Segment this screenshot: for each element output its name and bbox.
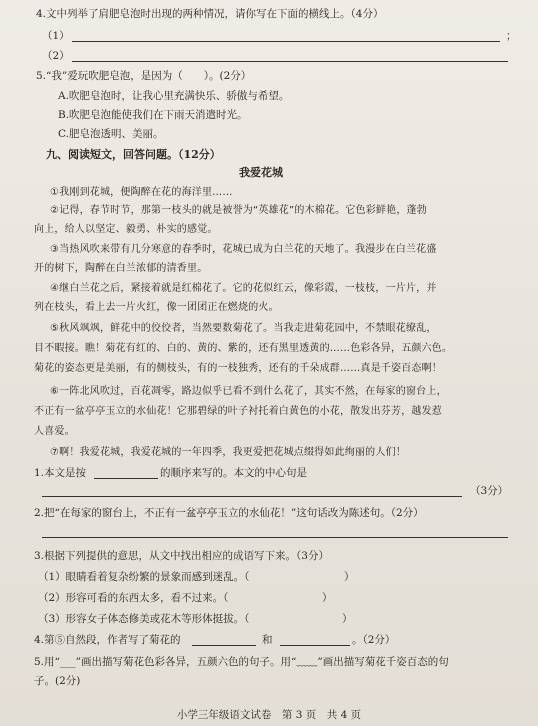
paragraph-2-line-1: ②记得，春节时节，那第一枝头的就是被誉为“英雄花”的木棉花。它色彩鲜艳，蓬勃	[50, 205, 427, 216]
question-1-score: （3分）	[470, 485, 509, 497]
answer-line[interactable]	[94, 478, 158, 479]
question-3-item-2-close: ）	[322, 592, 333, 604]
question-4-b: 和	[262, 634, 273, 646]
paragraph-5-line-2: 目不暇接。瞧！菊花有红的、白的、黄的、紫的，还有黑里透黄的……色彩各异，五颜六色。	[34, 343, 453, 354]
section-heading: 九、阅读短文，回答问题。（12分）	[46, 148, 221, 161]
question-4-c: 。（2分）	[352, 634, 396, 646]
page-footer: 小学三年级语文试卷 第 3 页 共 4 页	[176, 709, 362, 721]
q4-blank2-label: （2）	[42, 50, 70, 62]
article-title: 我爱花城	[239, 166, 283, 179]
question-3-item-3-close: ）	[342, 613, 353, 625]
paragraph-4-line-2: 列在枝头，看上去一片火红，像一团团正在燃烧的火。	[34, 302, 279, 313]
paragraph-5-line-3: 菊花的姿态更是美丽，有的侧枝头，有的一枝独秀，还有的千朵成群……真是千姿百态啊！	[34, 363, 442, 374]
q4-stem: 4.文中列举了肩肥皂泡时出现的两种情况，请你写在下面的横线上。（4分）	[36, 8, 384, 20]
answer-line[interactable]	[42, 537, 508, 538]
paragraph-3-line-2: 开的树下，陶醉在白兰浓郁的清香里。	[34, 263, 208, 274]
answer-line[interactable]	[42, 496, 462, 497]
q5-stem: 5.“我”爱玩吹肥皂泡，是因为（ ）。(2分）	[36, 70, 252, 82]
question-1-a: 1.本文是按	[34, 467, 87, 479]
paragraph-3-line-1: ③当热风吹来带有几分寒意的春季时，花城已成为白兰花的天地了。我漫步在白兰花盛	[50, 244, 437, 255]
q5-option-a: A.吹肥皂泡时，让我心里充满快乐、骄傲与希望。	[58, 90, 290, 102]
question-2: 2.把“在每家的窗台上，不正有一盆亭亭玉立的水仙花！”这句话改为陈述句。（2分）	[34, 507, 424, 519]
paragraph-5-line-1: ⑤秋风飒飒，鲜花中的佼佼者，当然要数菊花了。当我走进菊花园中，不禁眼花缭乱，	[50, 323, 437, 334]
paragraph-6-line-2: 不正有一盆亭亭玉立的水仙花！它那碧绿的叶子衬托着白黄色的小花，散发出芬芳，越发惹	[34, 406, 442, 417]
q4-blank1-label: （1）	[42, 30, 70, 42]
q5-option-c: C.肥皂泡透明、美丽。	[58, 128, 164, 140]
question-3-item-1: （1）眼睛看着复杂纷繁的景象而感到迷乱。（	[38, 571, 250, 583]
paragraph-1: ①我刚到花城，便陶醉在花的海洋里……	[50, 187, 233, 198]
answer-line[interactable]	[192, 645, 256, 646]
question-3-item-2: （2）形容可看的东西太多，看不过来。（	[38, 592, 229, 604]
answer-line[interactable]	[280, 645, 350, 646]
paragraph-4-line-1: ④继白兰花之后，紧接着就是红棉花了。它的花似红云，像彩霞，一枝枝，一片片，并	[50, 283, 437, 294]
question-3-item-1-close: ）	[344, 571, 355, 583]
question-1-b: 的顺序来写的。本文的中心句是	[160, 467, 307, 479]
paragraph-6-line-3: 人喜爱。	[34, 426, 75, 437]
answer-line[interactable]	[72, 41, 500, 42]
paragraph-6-line-1: ⑥一阵北风吹过，百花凋零，路边似乎已看不到什么花了，其实不然，在每家的窗台上，	[50, 386, 447, 397]
question-5-line-2: 子。(2分)	[34, 675, 81, 687]
answer-line[interactable]	[72, 61, 508, 62]
question-3-item-3: （3）形容女子体态修美或花木等形体挺拔。（	[38, 613, 250, 625]
paragraph-7: ⑦啊！我爱花城，我爱花城的一年四季，我更爱把花城点缀得如此绚丽的人们！	[50, 447, 406, 458]
paragraph-2-line-2: 向上，给人以坚定、毅勇、朴实的感觉。	[34, 224, 218, 235]
q4-blank1-end: ；	[506, 30, 517, 42]
question-4-a: 4.第⑤自然段，作者写了菊花的	[34, 634, 181, 646]
question-3: 3.根据下列提供的意思，从文中找出相应的成语写下来。（3分）	[34, 550, 329, 562]
question-5-line-1: 5.用“___”画出描写菊花色彩各异，五颜六色的句子。用“﹏﹏”画出描写菊花千姿百态的句	[34, 656, 449, 668]
q5-option-b: B.吹肥皂泡能使我们在下雨天消遣时光。	[58, 109, 248, 121]
